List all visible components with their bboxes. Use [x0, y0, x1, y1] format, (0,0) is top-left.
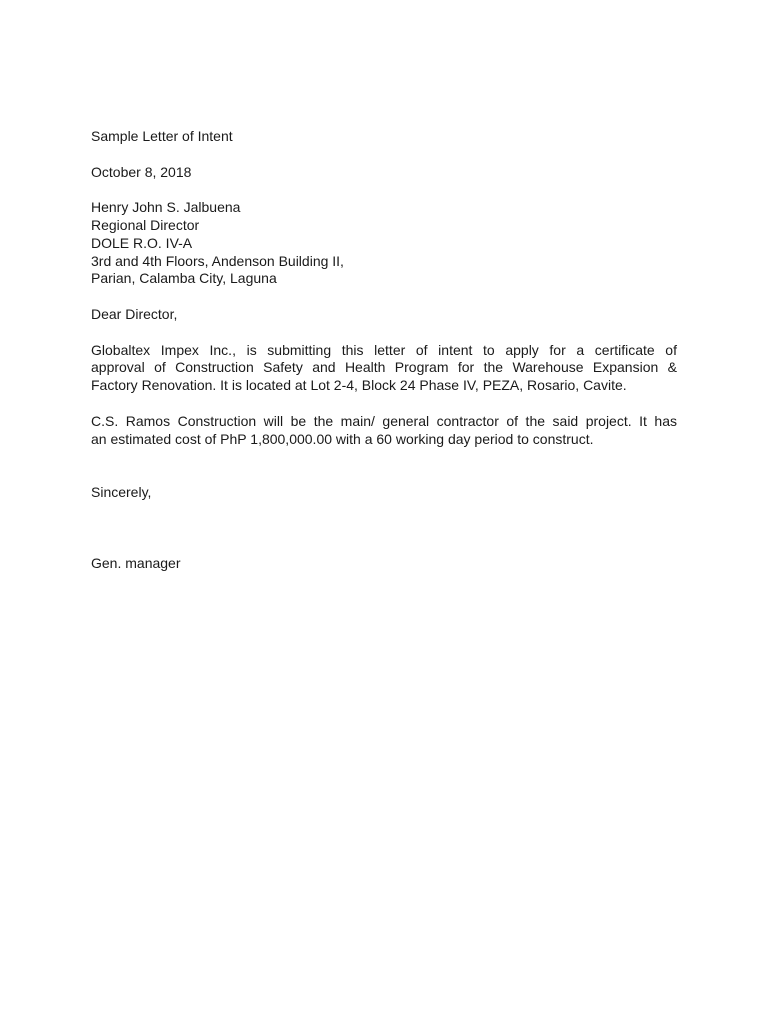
- signatory-title: Gen. manager: [91, 555, 181, 572]
- recipient-address-line1: 3rd and 4th Floors, Andenson Building II,: [91, 252, 344, 269]
- paragraph-line: approval of Construction Safety and Health Program for the Warehouse Expansion &: [91, 359, 677, 376]
- salutation: Dear Director,: [91, 305, 178, 322]
- paragraph-line: an estimated cost of PhP 1,800,000.00 with a 60 working day period to construct.: [91, 430, 594, 447]
- spacer: [91, 448, 677, 484]
- signature-space: [91, 502, 677, 538]
- spacer: [91, 324, 677, 342]
- spacer: [91, 181, 677, 199]
- spacer: [91, 146, 677, 164]
- letter-date: October 8, 2018: [91, 163, 192, 180]
- paragraph-line: Factory Renovation. It is located at Lot 2-4, Block 24 Phase IV, PEZA, Rosario, Cavite.: [91, 377, 627, 394]
- paragraph-contractor: [91, 413, 677, 449]
- recipient-address-line2: Parian, Calamba City, Laguna: [91, 270, 277, 287]
- letter-heading: Sample Letter of Intent: [91, 128, 233, 144]
- recipient-office: DOLE R.O. IV-A: [91, 234, 193, 251]
- paragraph-intent: [91, 342, 677, 395]
- paragraph-line: Globaltex Impex Inc., is submitting this letter of intent to apply for a certificate of: [91, 341, 677, 358]
- spacer: [91, 288, 677, 306]
- paragraph-line: C.S. Ramos Construction will be the main/ general contractor of the said project. It has: [91, 412, 677, 429]
- recipient-block: [91, 199, 677, 288]
- recipient-name: Henry John S. Jalbuena: [91, 199, 241, 216]
- letter-body: [91, 128, 677, 573]
- closing: Sincerely,: [91, 483, 152, 500]
- spacer: [91, 537, 677, 555]
- spacer: [91, 395, 677, 413]
- recipient-title: Regional Director: [91, 216, 200, 233]
